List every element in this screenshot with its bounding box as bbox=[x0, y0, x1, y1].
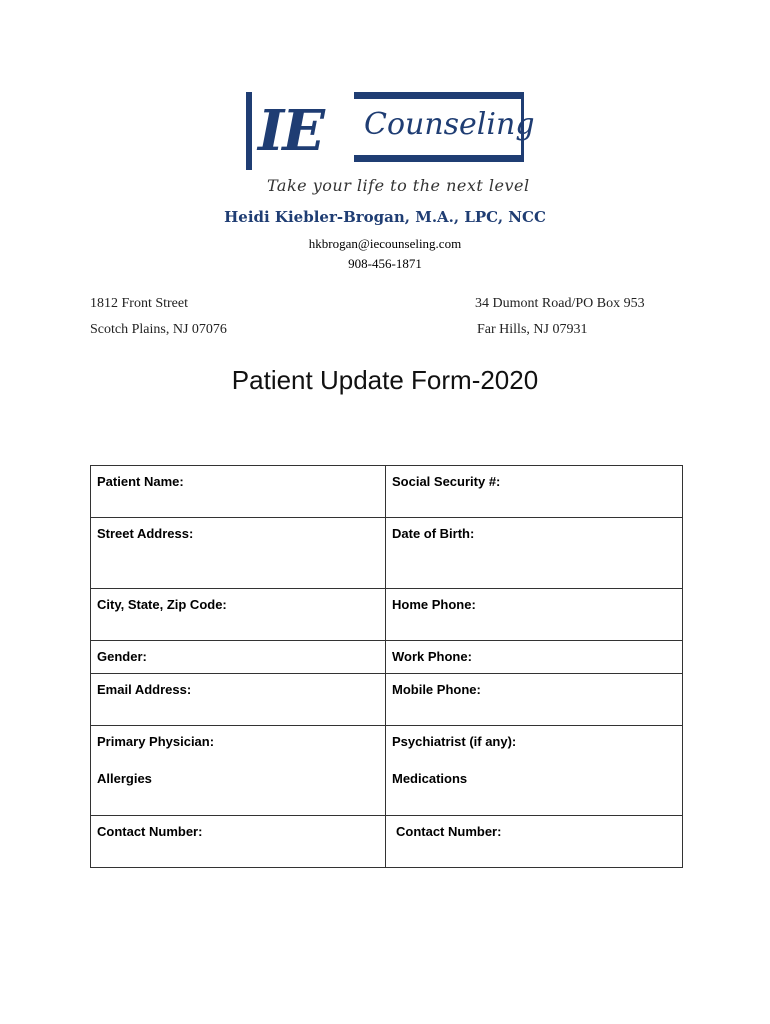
form-title: Patient Update Form-2020 bbox=[231, 365, 539, 395]
form-row bbox=[91, 589, 683, 641]
field-label: Allergies bbox=[97, 771, 152, 786]
field-label: Psychiatrist (if any): bbox=[392, 734, 517, 749]
office-left-city: Scotch Plains, NJ 07076 bbox=[90, 322, 227, 337]
field-label: Street Address: bbox=[97, 526, 194, 541]
work-phone-field[interactable] bbox=[386, 641, 683, 674]
date-of-birth-field[interactable] bbox=[386, 518, 683, 589]
ssn-field[interactable] bbox=[386, 466, 683, 518]
contact-number-field-2[interactable] bbox=[386, 816, 683, 868]
form-row bbox=[91, 674, 683, 726]
field-label: Home Phone: bbox=[392, 597, 476, 612]
psychiatrist-medications-field[interactable] bbox=[386, 726, 683, 816]
office-right-city: Far Hills, NJ 07931 bbox=[477, 322, 588, 337]
form-row bbox=[91, 641, 683, 674]
field-label: Date of Birth: bbox=[392, 526, 475, 541]
field-label: Gender: bbox=[97, 649, 147, 664]
email-address-field[interactable] bbox=[91, 674, 386, 726]
logo bbox=[246, 92, 535, 170]
city-state-zip-field[interactable] bbox=[91, 589, 386, 641]
field-label: Work Phone: bbox=[392, 649, 472, 664]
form-row bbox=[91, 466, 683, 518]
mobile-phone-field[interactable] bbox=[386, 674, 683, 726]
patient-name-field[interactable] bbox=[91, 466, 386, 518]
email-address: hkbrogan@iecounseling.com bbox=[308, 236, 462, 251]
field-label: Mobile Phone: bbox=[392, 682, 481, 697]
logo-bar bbox=[246, 92, 252, 170]
patient-form-table bbox=[90, 465, 683, 868]
field-label: Medications bbox=[392, 771, 468, 786]
phone-number: 908-456-1871 bbox=[348, 256, 422, 271]
field-label: Email Address: bbox=[97, 682, 192, 697]
field-label: Primary Physician: bbox=[97, 734, 215, 749]
form-row bbox=[91, 726, 683, 816]
practitioner-name: Heidi Kiebler-Brogan, M.A., LPC, NCC bbox=[224, 208, 546, 226]
tagline: Take your life to the next level bbox=[267, 176, 530, 195]
gender-field[interactable] bbox=[91, 641, 386, 674]
form-row bbox=[91, 816, 683, 868]
field-label: Contact Number: bbox=[97, 824, 203, 839]
field-label: Social Security #: bbox=[392, 474, 501, 489]
physician-allergies-field[interactable] bbox=[91, 726, 386, 816]
logo-mark: IE bbox=[258, 98, 323, 164]
field-label: Contact Number: bbox=[396, 824, 502, 839]
office-left-street: 1812 Front Street bbox=[90, 296, 188, 311]
home-phone-field[interactable] bbox=[386, 589, 683, 641]
street-address-field[interactable] bbox=[91, 518, 386, 589]
contact-number-field[interactable] bbox=[91, 816, 386, 868]
office-right-street: 34 Dumont Road/PO Box 953 bbox=[475, 296, 645, 311]
field-label: Patient Name: bbox=[97, 474, 184, 489]
form-row bbox=[91, 518, 683, 589]
field-label: City, State, Zip Code: bbox=[97, 597, 227, 612]
logo-name: Counseling bbox=[364, 107, 535, 142]
